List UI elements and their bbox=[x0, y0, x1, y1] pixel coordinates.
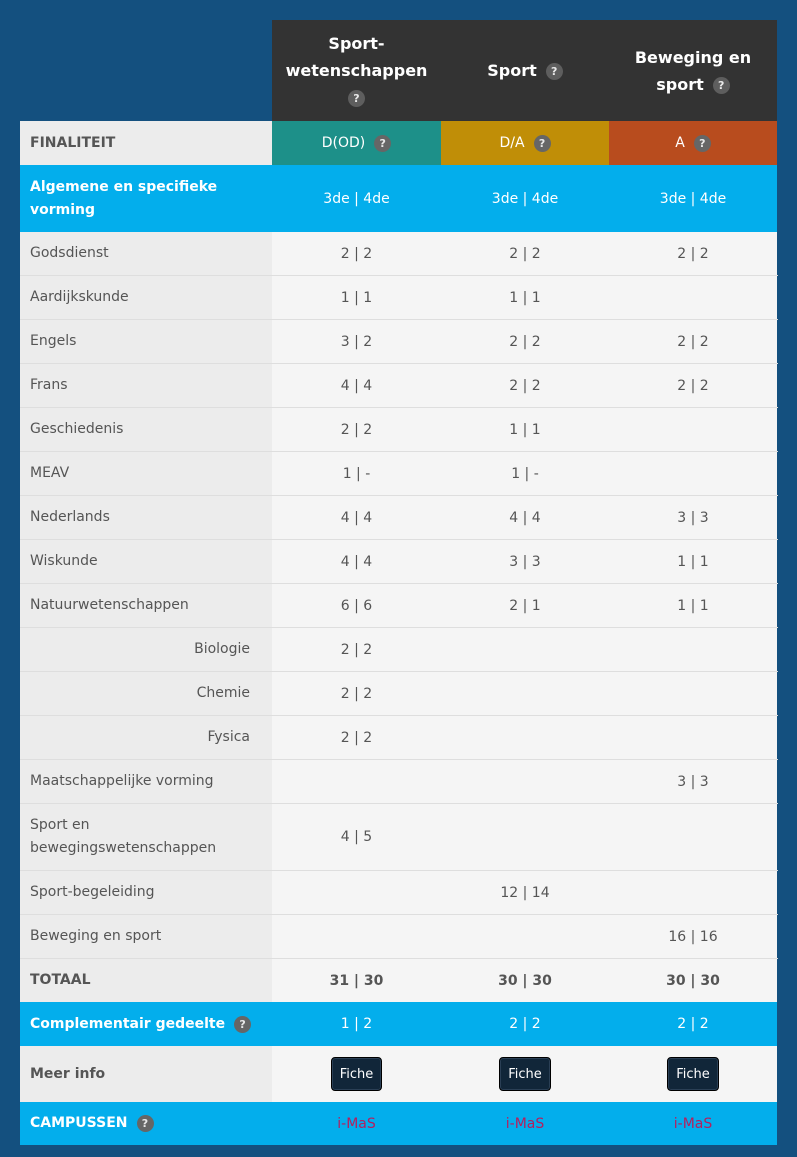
hours-cell: 3 | 3 bbox=[609, 760, 777, 803]
complementair-row bbox=[20, 1002, 778, 1046]
column-header-sport bbox=[441, 20, 609, 121]
hours-cell: 3 | 3 bbox=[609, 496, 777, 539]
finaliteit-row bbox=[20, 121, 778, 165]
hours-cell: 4 | 5 bbox=[272, 804, 441, 870]
column-title: wetenschappen bbox=[285, 61, 428, 80]
hours-cell: 2 | 2 bbox=[272, 672, 441, 715]
subject-row bbox=[20, 584, 778, 628]
fiche-cell bbox=[272, 1046, 441, 1102]
column-title: sport bbox=[656, 74, 704, 94]
column-title: Sport- bbox=[328, 34, 385, 53]
row-label: FINALITEIT bbox=[20, 121, 272, 165]
help-icon[interactable]: ? bbox=[713, 77, 730, 94]
subject-row bbox=[20, 760, 778, 804]
row-label bbox=[20, 1002, 272, 1046]
curriculum-table bbox=[20, 20, 778, 1145]
finaliteit-cell bbox=[609, 121, 777, 165]
hours-cell bbox=[609, 871, 777, 914]
hours-cell: 16 | 16 bbox=[609, 915, 777, 958]
hours-cell bbox=[272, 760, 441, 803]
campus-link[interactable]: i-MaS bbox=[505, 1115, 545, 1132]
column-header-beweging-en-sport bbox=[609, 20, 777, 121]
subject-label: Fysica bbox=[20, 716, 272, 759]
help-icon[interactable]: ? bbox=[374, 135, 391, 152]
column-title: Sport bbox=[487, 61, 537, 80]
hours-cell bbox=[272, 915, 441, 958]
subject-rows bbox=[20, 232, 778, 959]
help-icon[interactable]: ? bbox=[234, 1016, 251, 1033]
subject-row bbox=[20, 496, 778, 540]
totaal-row bbox=[20, 959, 778, 1002]
hours-cell: 1 | 1 bbox=[272, 276, 441, 319]
hours-cell: 2 | 2 bbox=[272, 628, 441, 671]
campussen-row bbox=[20, 1102, 778, 1145]
subject-label: Wiskunde bbox=[20, 540, 272, 583]
hours-cell bbox=[441, 915, 609, 958]
hours-cell: 2 | 2 bbox=[272, 408, 441, 451]
subject-label: Frans bbox=[20, 364, 272, 407]
hours-cell bbox=[441, 716, 609, 759]
section-general-row bbox=[20, 165, 778, 232]
meer-info-row bbox=[20, 1046, 778, 1102]
hours-cell bbox=[609, 804, 777, 870]
help-icon[interactable]: ? bbox=[546, 63, 563, 80]
subject-label: Natuurwetenschappen bbox=[20, 584, 272, 627]
fiche-cell bbox=[441, 1046, 609, 1102]
hours-cell bbox=[441, 628, 609, 671]
hours-cell: 6 | 6 bbox=[272, 584, 441, 627]
row-label bbox=[20, 1102, 272, 1145]
hours-cell: 4 | 4 bbox=[272, 540, 441, 583]
campus-cell bbox=[441, 1102, 609, 1145]
campus-link[interactable]: i-MaS bbox=[337, 1115, 376, 1132]
help-icon[interactable]: ? bbox=[137, 1115, 154, 1132]
hours-cell: 2 | 2 bbox=[441, 364, 609, 407]
complementair-cell: 1 | 2 bbox=[272, 1002, 441, 1046]
help-icon[interactable]: ? bbox=[348, 90, 365, 107]
subject-label: Sport en bewegingswetenschappen bbox=[20, 804, 272, 870]
finaliteit-value: A bbox=[675, 135, 685, 151]
subject-row bbox=[20, 915, 778, 959]
subject-label: Beweging en sport bbox=[20, 915, 272, 958]
hours-cell: 4 | 4 bbox=[272, 364, 441, 407]
subject-row bbox=[20, 716, 778, 760]
campus-cell bbox=[272, 1102, 441, 1145]
complementair-cell: 2 | 2 bbox=[441, 1002, 609, 1046]
campus-link[interactable]: i-MaS bbox=[673, 1115, 713, 1132]
subject-row bbox=[20, 672, 778, 716]
subject-label: Chemie bbox=[20, 672, 272, 715]
hours-cell: 1 | 1 bbox=[609, 584, 777, 627]
help-icon[interactable]: ? bbox=[534, 135, 551, 152]
column-header-sportwetenschappen bbox=[272, 20, 441, 121]
hours-cell bbox=[609, 672, 777, 715]
table-header bbox=[20, 20, 778, 121]
hours-cell: 1 | - bbox=[272, 452, 441, 495]
total-cell: 30 | 30 bbox=[609, 959, 777, 1002]
hours-cell bbox=[441, 672, 609, 715]
finaliteit-cell bbox=[272, 121, 441, 165]
hours-cell: 2 | 2 bbox=[441, 232, 609, 275]
hours-cell: 1 | 1 bbox=[441, 276, 609, 319]
hours-cell: 4 | 4 bbox=[272, 496, 441, 539]
subject-label: Godsdienst bbox=[20, 232, 272, 275]
grade-cell: 3de | 4de bbox=[441, 165, 609, 232]
subject-label: Aardijkskunde bbox=[20, 276, 272, 319]
hours-cell: 2 | 2 bbox=[609, 320, 777, 363]
subject-row bbox=[20, 804, 778, 871]
subject-label: Engels bbox=[20, 320, 272, 363]
subject-row bbox=[20, 408, 778, 452]
complementair-label: Complementair gedeelte bbox=[30, 1015, 226, 1032]
hours-cell bbox=[609, 276, 777, 319]
subject-row bbox=[20, 628, 778, 672]
hours-cell: 1 | - bbox=[441, 452, 609, 495]
hours-cell bbox=[609, 408, 777, 451]
hours-cell: 4 | 4 bbox=[441, 496, 609, 539]
hours-cell bbox=[272, 871, 441, 914]
subject-row bbox=[20, 540, 778, 584]
subject-row bbox=[20, 452, 778, 496]
row-label: TOTAAL bbox=[20, 959, 272, 1002]
subject-label: Maatschappelijke vorming bbox=[20, 760, 272, 803]
grade-cell: 3de | 4de bbox=[272, 165, 441, 232]
fiche-button[interactable]: Fiche bbox=[499, 1057, 551, 1091]
subject-label: Geschiedenis bbox=[20, 408, 272, 451]
complementair-cell: 2 | 2 bbox=[609, 1002, 777, 1046]
hours-cell bbox=[441, 760, 609, 803]
fiche-button[interactable]: Fiche bbox=[667, 1057, 719, 1091]
total-cell: 31 | 30 bbox=[272, 959, 441, 1002]
hours-cell: 2 | 2 bbox=[272, 232, 441, 275]
subject-label: MEAV bbox=[20, 452, 272, 495]
hours-cell bbox=[609, 628, 777, 671]
subject-row bbox=[20, 232, 778, 276]
campussen-label: CAMPUSSEN bbox=[30, 1115, 128, 1131]
fiche-button[interactable]: Fiche bbox=[331, 1057, 383, 1091]
subject-row bbox=[20, 364, 778, 408]
hours-cell: 3 | 2 bbox=[272, 320, 441, 363]
hours-cell: 2 | 2 bbox=[609, 232, 777, 275]
subject-row bbox=[20, 276, 778, 320]
hours-cell bbox=[441, 804, 609, 870]
hours-cell: 1 | 1 bbox=[609, 540, 777, 583]
finaliteit-value: D(OD) bbox=[321, 135, 366, 151]
subject-label: Sport-begeleiding bbox=[20, 871, 272, 914]
hours-cell bbox=[609, 716, 777, 759]
total-cell: 30 | 30 bbox=[441, 959, 609, 1002]
subject-row bbox=[20, 320, 778, 364]
column-title: Beweging en bbox=[634, 47, 752, 67]
subject-row bbox=[20, 871, 778, 915]
finaliteit-cell bbox=[441, 121, 609, 165]
hours-cell: 2 | 2 bbox=[272, 716, 441, 759]
hours-cell: 2 | 2 bbox=[441, 320, 609, 363]
hours-cell: 2 | 2 bbox=[609, 364, 777, 407]
header-blank bbox=[20, 20, 272, 121]
hours-cell: 12 | 14 bbox=[441, 871, 609, 914]
finaliteit-value: D/A bbox=[499, 135, 525, 151]
campus-cell bbox=[609, 1102, 777, 1145]
subject-label: Biologie bbox=[20, 628, 272, 671]
hours-cell: 1 | 1 bbox=[441, 408, 609, 451]
hours-cell: 2 | 1 bbox=[441, 584, 609, 627]
section-label: Algemene en specifieke vorming bbox=[20, 165, 272, 232]
fiche-cell bbox=[609, 1046, 777, 1102]
hours-cell bbox=[609, 452, 777, 495]
row-label: Meer info bbox=[20, 1046, 272, 1102]
hours-cell: 3 | 3 bbox=[441, 540, 609, 583]
grade-cell: 3de | 4de bbox=[609, 165, 777, 232]
help-icon[interactable]: ? bbox=[694, 135, 711, 152]
subject-label: Nederlands bbox=[20, 496, 272, 539]
